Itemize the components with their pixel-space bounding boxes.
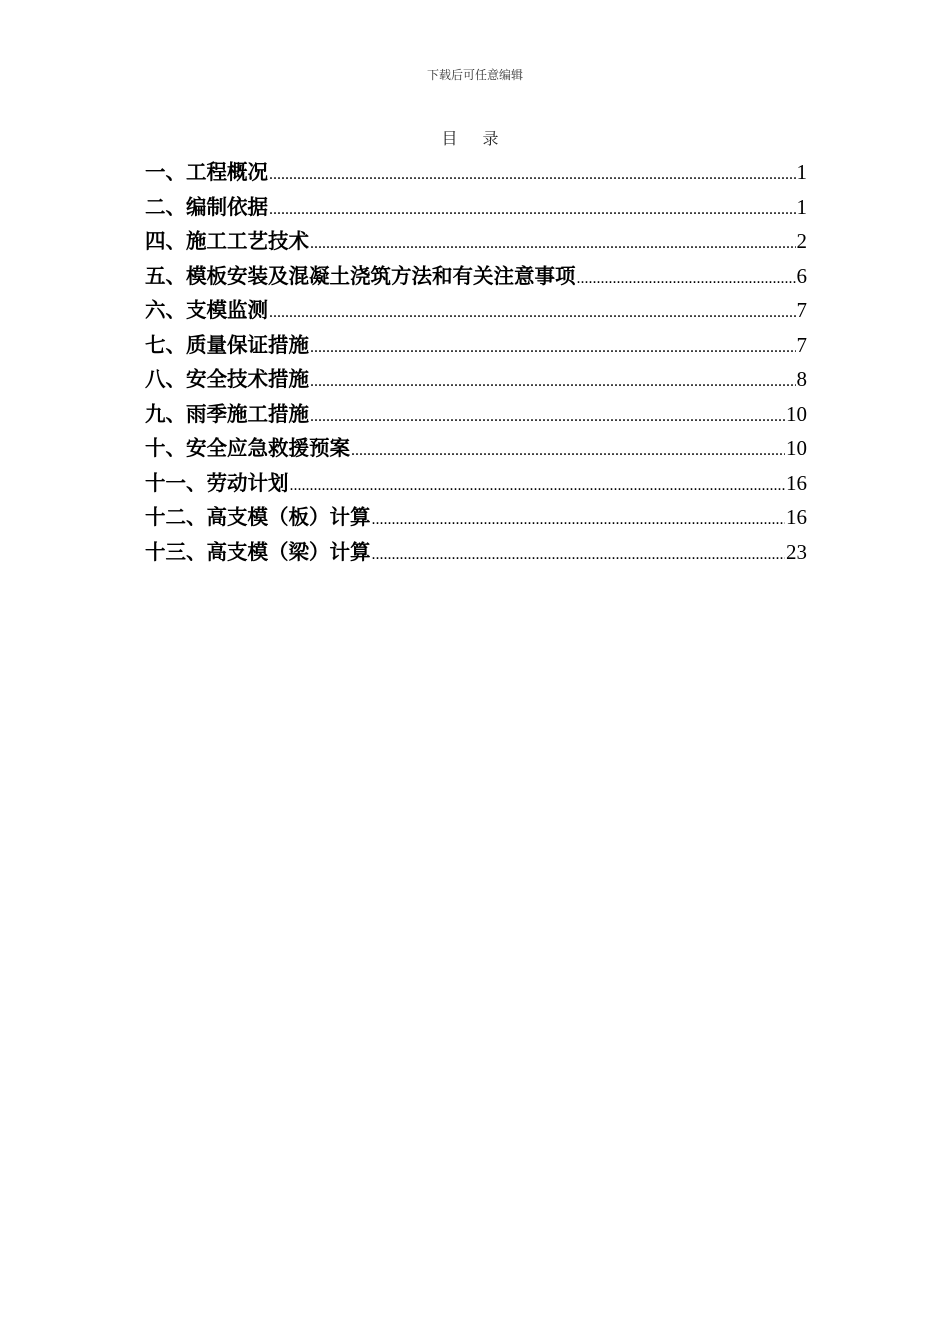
toc-entry-label: 十一、劳动计划 (145, 470, 289, 495)
toc-entry-page: 7 (796, 298, 807, 322)
toc-entry-1[interactable] (145, 155, 807, 190)
toc-entry-5[interactable] (145, 293, 807, 328)
toc-entry-page: 16 (786, 505, 807, 529)
toc-entry-page: 6 (796, 263, 807, 288)
toc-entry-4[interactable] (145, 259, 807, 294)
toc-entry-label: 二、编制依据 (145, 194, 268, 219)
toc-entry-7[interactable] (145, 362, 807, 397)
toc-leader-dots (310, 331, 796, 366)
toc-entry-label: 八、安全技术措施 (145, 367, 309, 391)
toc-entry-page: 16 (786, 470, 807, 495)
toc-entry-6[interactable] (145, 328, 807, 363)
toc-entry-page: 10 (786, 401, 807, 426)
toc-entry-page: 1 (796, 160, 807, 184)
toc-entry-11[interactable] (145, 500, 807, 535)
toc-entry-label: 一、工程概况 (145, 160, 268, 184)
toc-entry-page: 10 (786, 436, 807, 460)
toc-entry-12[interactable] (145, 535, 807, 570)
toc-entry-page: 8 (796, 367, 807, 391)
toc-leader-dots (577, 262, 796, 297)
toc-entry-label: 九、雨季施工措施 (145, 401, 309, 426)
toc-leader-dots (290, 469, 786, 504)
toc-entry-label: 五、模板安装及混凝土浇筑方法和有关注意事项 (145, 263, 576, 288)
toc-leader-dots (269, 296, 796, 331)
toc-entry-2[interactable] (145, 190, 807, 225)
toc-entry-3[interactable] (145, 224, 807, 259)
toc-entry-page: 1 (796, 194, 807, 219)
toc-leader-dots (310, 227, 796, 262)
toc-entry-page: 23 (786, 539, 807, 564)
toc-entry-10[interactable] (145, 466, 807, 501)
toc-leader-dots (269, 193, 796, 228)
toc-entry-label: 六、支模监测 (145, 298, 268, 322)
toc-entry-label: 十二、高支模（板）计算 (145, 505, 371, 529)
toc-entry-label: 七、质量保证措施 (145, 332, 309, 357)
toc-leader-dots (269, 158, 796, 193)
toc-leader-dots (372, 503, 786, 538)
toc-leader-dots (310, 365, 796, 400)
toc-entry-8[interactable] (145, 397, 807, 432)
toc-leader-dots (372, 538, 786, 573)
toc-leader-dots (351, 434, 785, 469)
toc-entry-page: 7 (796, 332, 807, 357)
header-note: 下载后可任意编辑 (426, 68, 523, 82)
toc-entry-label: 四、施工工艺技术 (145, 229, 309, 253)
toc-entry-page: 2 (796, 229, 807, 253)
table-of-contents (145, 155, 807, 569)
toc-leader-dots (310, 400, 785, 435)
toc-title: 目 录 (441, 129, 509, 148)
toc-entry-label: 十、安全应急救援预案 (145, 436, 350, 460)
toc-entry-9[interactable] (145, 431, 807, 466)
toc-entry-label: 十三、高支模（梁）计算 (145, 539, 371, 564)
